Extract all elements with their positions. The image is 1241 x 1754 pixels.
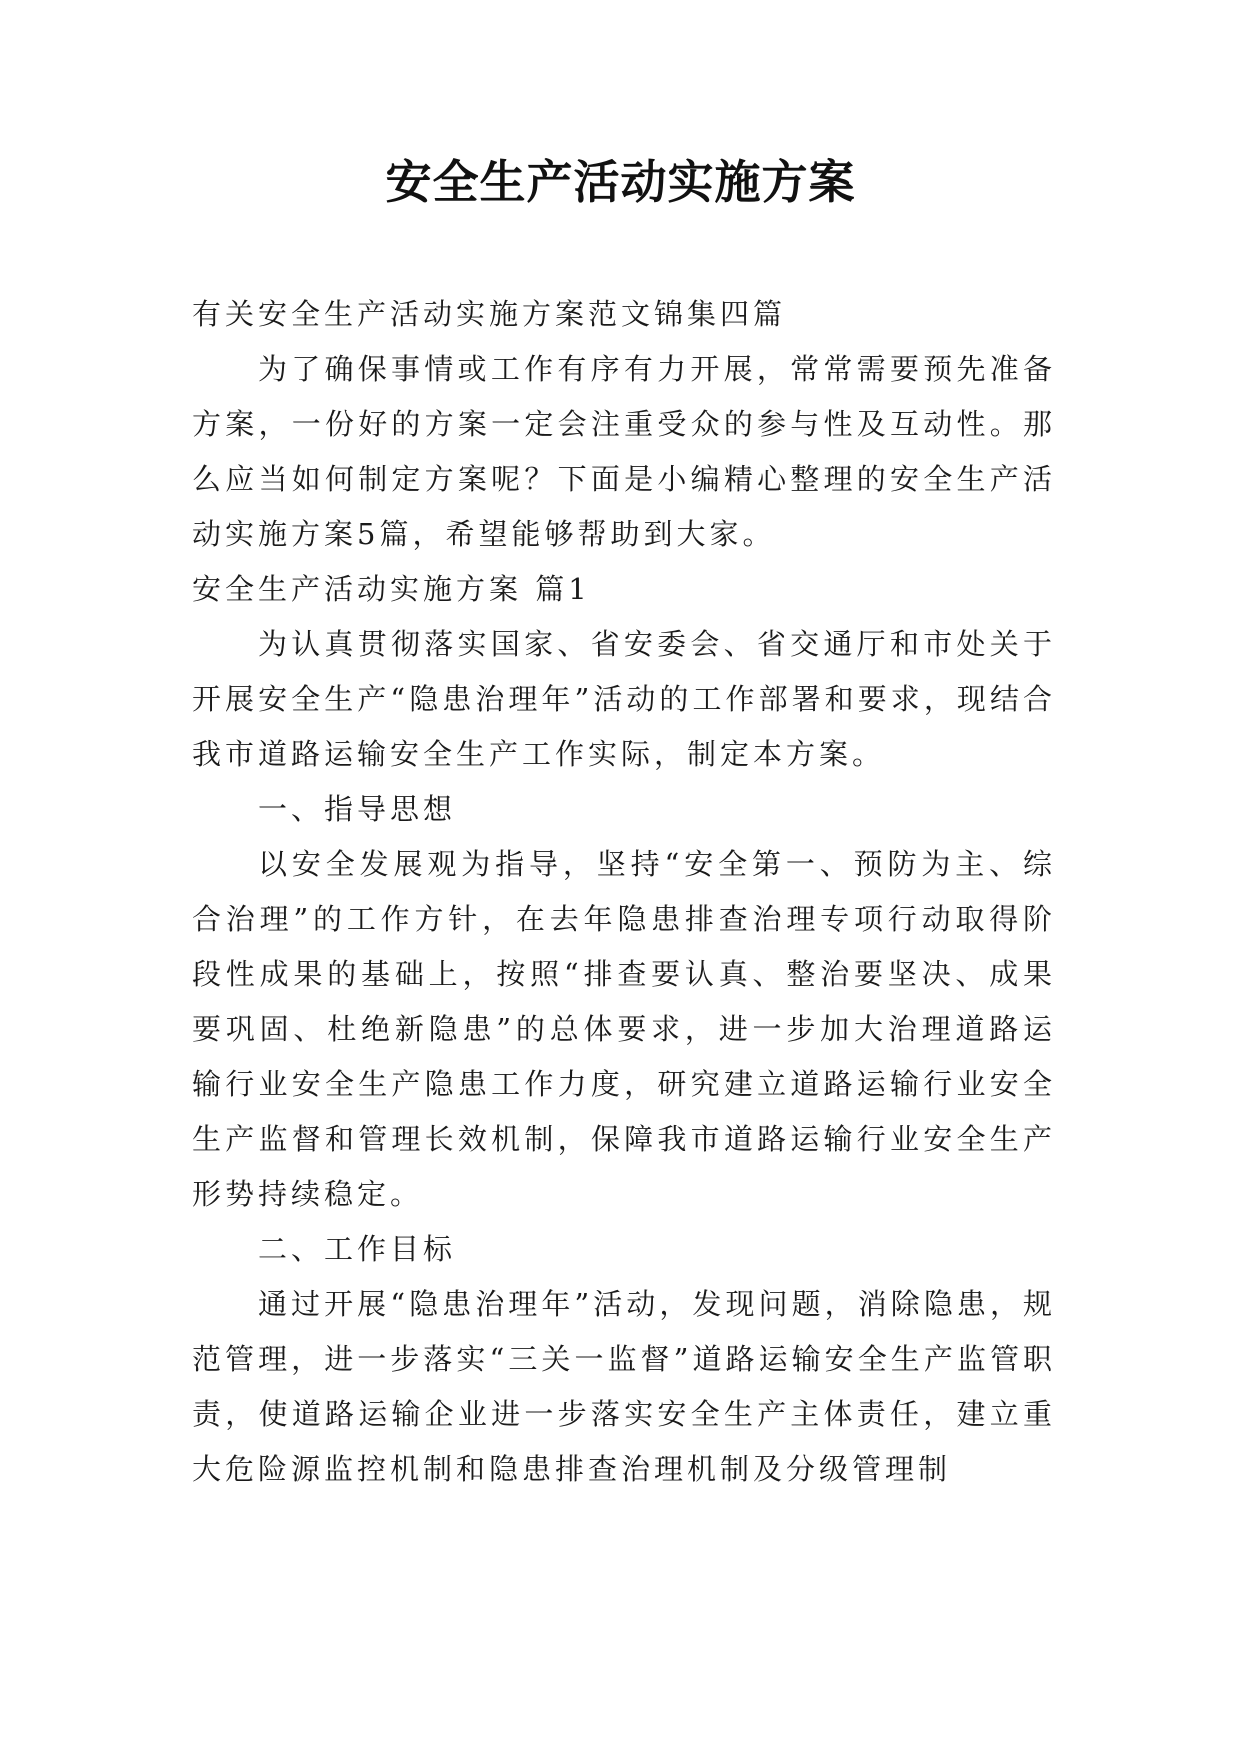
- section-heading-guiding-ideology: 一、指导思想: [258, 792, 457, 826]
- document-title: 安全生产活动实施方案: [385, 155, 856, 209]
- subtitle-line: 有关安全生产活动实施方案范文锦集四篇: [192, 297, 787, 331]
- intro-paragraph: 为了确保事情或工作有序有力开展，常常需要预先准备方案，一份好的方案一定会注重受众的参与性及互动性。那么应当如何制定方案呢？下面是小编精心整理的安全生产活动实施方案5篇，希望能够帮助到大家。: [192, 352, 1056, 551]
- body-paragraph: 为认真贯彻落实国家、省安委会、省交通厅和市处关于开展安全生产“隐患治理年”活动的工作部署和要求，现结合我市道路运输安全生产工作实际，制定本方案。: [192, 627, 1056, 771]
- body-paragraph: 以安全发展观为指导，坚持“安全第一、预防为主、综合治理”的工作方针，在去年隐患排查治理专项行动取得阶段性成果的基础上，按照“排查要认真、整治要坚决、成果要巩固、杜绝新隐患”的总体要求，进一步加大治理道路运输行业安全生产隐患工作力度，研究建立道路运输行业安全生产监督和管理长效机制，保障我市道路运输行业安全生产形势持续稳定。: [192, 847, 1056, 1211]
- document-body: [192, 287, 1056, 1497]
- section-heading-work-goals: 二、工作目标: [258, 1232, 457, 1266]
- body-paragraph: 通过开展“隐患治理年”活动，发现问题，消除隐患，规范管理，进一步落实“三关一监督”道路运输安全生产监管职责，使道路运输企业进一步落实安全生产主体责任，建立重大危险源监控机制和隐患排查治理机制及分级管理制: [192, 1287, 1056, 1486]
- section-heading-article-1: 安全生产活动实施方案 篇1: [192, 572, 591, 606]
